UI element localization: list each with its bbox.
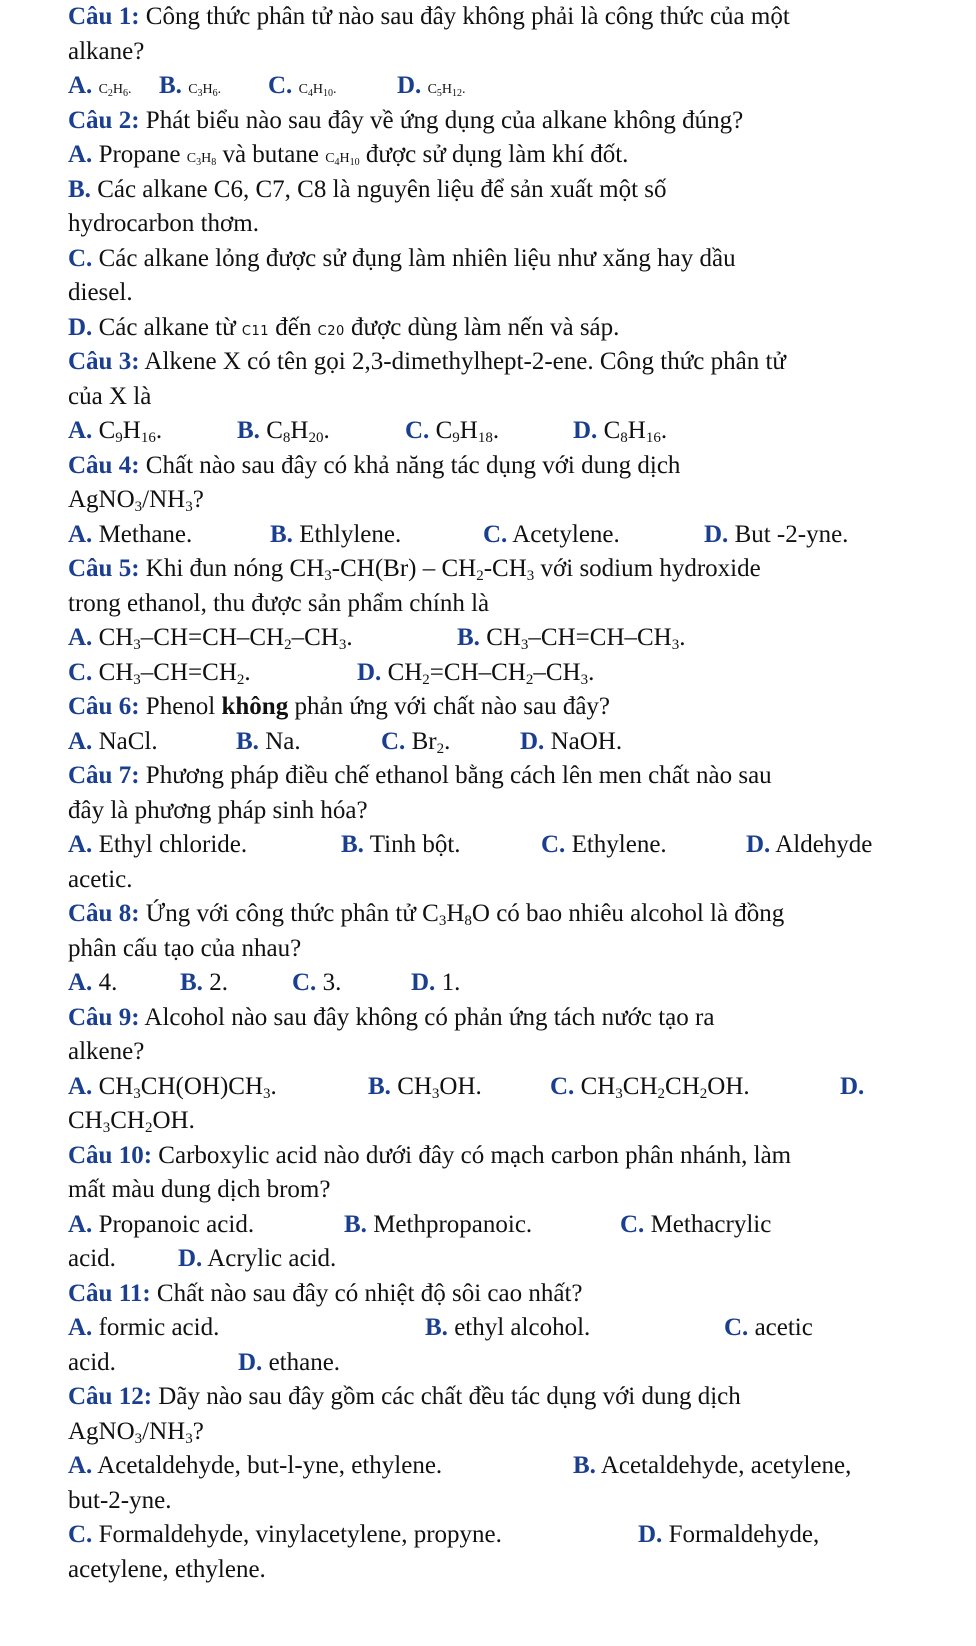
question-label: Câu 9:	[68, 1003, 140, 1031]
option-a	[68, 69, 159, 108]
question-12: Câu 12: Dãy nào sau đây gồm các chất đều tác dụng với dung dịch	[68, 1383, 741, 1410]
question-2-option-d: D. Các alkane từ C11 đến C20 được dùng làm nến và sáp.	[68, 313, 620, 341]
question-1-options	[68, 69, 946, 104]
question-4	[68, 449, 946, 484]
question-text: Chất nào sau đây có khả năng tác dụng với dung dịch	[145, 451, 681, 479]
option-a: A. Methane.	[68, 520, 193, 548]
question-11-options	[68, 1311, 946, 1346]
formula: $C_4H_{10}$.	[298, 82, 337, 99]
question-8: Câu 8: Ứng với công thức phân tử $C_3H_8O$ có bao nhiêu alcohol là đồng	[68, 900, 785, 929]
option-a: A. Acetaldehyde, but-l-yne, ethylene.	[68, 1452, 443, 1479]
option-b: B. Na.	[236, 727, 301, 755]
question-9-options	[68, 1070, 946, 1105]
question-label: Câu 11:	[68, 1279, 151, 1307]
question-10: Câu 10: Carboxylic acid nào dưới đây có mạch carbon phân nhánh, làm	[68, 1141, 792, 1169]
option-c: C. Ethylene.	[541, 831, 667, 858]
question-2-option-c-cont: diesel.	[68, 279, 133, 306]
question-7: Câu 7: Phương pháp điều chế ethanol bằng cách lên men chất nào sau	[68, 762, 772, 789]
option-b: B. 2.	[180, 969, 228, 996]
question-5: Câu 5: Khi đun nóng $CH_3-CH(Br) - CH_2-CH_3$ với sodium hydroxide	[68, 555, 761, 584]
question-text: Công thức phân tử nào sau đây không phải là công thức của một	[145, 3, 790, 30]
option-letter: C.	[68, 244, 93, 272]
question-label: Câu 5:	[68, 555, 140, 582]
option-b	[159, 69, 268, 108]
question-5-options-cd	[68, 656, 946, 691]
option-d: D. Formaldehyde,	[638, 1521, 820, 1548]
option-d: D. NaOH.	[520, 727, 623, 755]
option-c: C. $C_9H_{18}$.	[405, 417, 500, 446]
option-letter: C.	[268, 72, 293, 99]
question-label: Câu 7:	[68, 762, 140, 789]
question-label: Câu 1:	[68, 3, 140, 30]
question-text: alkane?	[68, 37, 145, 65]
question-4-options	[68, 518, 946, 553]
option-d: D. 1.	[411, 969, 461, 996]
question-9-option-d-cont: $CH_3CH_2OH$.	[68, 1107, 195, 1136]
option-c	[268, 69, 397, 108]
option-a: A. Ethyl chloride.	[68, 831, 248, 858]
option-b: B. Ethlylene.	[270, 520, 402, 548]
question-3	[68, 345, 946, 380]
question-7-options	[68, 828, 946, 863]
question-12-options-ab	[68, 1449, 946, 1484]
question-8-cont: phân cấu tạo của nhau?	[68, 934, 302, 962]
option-b: B. Tinh bột.	[341, 831, 461, 858]
option-a: A. 4.	[68, 969, 118, 996]
option-c: C. 3.	[292, 969, 342, 996]
option-d: D. $CH_2=CH-CH_2-CH_3$.	[357, 658, 595, 688]
question-11: Câu 11: Chất nào sau đây có nhiệt độ sôi cao nhất?	[68, 1279, 583, 1307]
question-4-cont: $AgNO_3/NH_3$?	[68, 486, 204, 515]
formula: $C_4H_{10}$	[325, 151, 360, 168]
option-letter: A.	[68, 141, 93, 168]
option-letter: D.	[68, 313, 93, 341]
question-8-options	[68, 966, 946, 1001]
option-c: C. Methacrylic	[620, 1210, 772, 1238]
option-c: C. Formaldehyde, vinylacetylene, propyne.	[68, 1521, 502, 1548]
question-11-options-cont: acid. D. ethane.	[68, 1346, 946, 1381]
question-2-option-c: C. Các alkane lỏng được sử đụng làm nhiên liệu như xăng hay dầu	[68, 244, 736, 272]
question-5-cont: trong ethanol, thu được sản phẩm chính là	[68, 589, 490, 617]
option-letter: B.	[159, 72, 182, 99]
option-d	[397, 69, 466, 108]
question-3-cont: của X là	[68, 382, 152, 410]
option-a: A. NaCl.	[68, 727, 158, 755]
question-2	[68, 104, 946, 139]
option-a: A. $C_9H_{16}$.	[68, 417, 163, 446]
question-12-option-d-cont: acetylene, ethylene.	[68, 1555, 266, 1583]
option-b: B. $CH_3-CH=CH-CH_3$.	[457, 624, 686, 653]
question-12-option-b-cont: but-2-yne.	[68, 1486, 172, 1514]
option-b: B. ethyl alcohol.	[425, 1314, 591, 1341]
option-c: C. acetic	[724, 1314, 813, 1341]
option-a: A. Propanoic acid.	[68, 1210, 255, 1238]
question-label: Câu 6:	[68, 693, 140, 720]
option-d: D. $C_8H_{16}$.	[573, 417, 668, 446]
question-6: Câu 6: Phenol không phản ứng với chất nào sau đây?	[68, 693, 611, 720]
option-a: A. $CH_3-CH=CH-CH_2-CH_3$.	[68, 624, 353, 653]
question-label: Câu 12:	[68, 1383, 153, 1410]
option-d: D. But -2-yne.	[704, 520, 849, 548]
option-letter: A.	[68, 72, 93, 99]
option-d: D. ethane.	[238, 1348, 341, 1376]
formula: $C_3H_6$.	[188, 82, 222, 99]
question-label: Câu 8:	[68, 900, 140, 927]
question-6-options	[68, 725, 946, 760]
question-2-option-b: B. Các alkane C6, C7, C8 là nguyên liệu để sản xuất một số	[68, 175, 667, 203]
option-c: C. $CH_3CH_2CH_2OH$.	[550, 1072, 750, 1102]
question-text: Phát biểu nào sau đây về ứng dụng của alkane không đúng?	[145, 106, 744, 134]
option-letter: B.	[68, 175, 91, 203]
question-label: Câu 2:	[68, 106, 140, 134]
option-c: C. Acetylene.	[483, 520, 620, 548]
question-2-option-a: A. Propane $C_3H_8$ và butane $C_4H_{10}$ được sử dụng làm khí đốt.	[68, 141, 629, 168]
option-a: A. formic acid.	[68, 1314, 220, 1341]
question-label: Câu 10:	[68, 1141, 153, 1169]
question-10-options-cont: acid. D. Acrylic acid.	[68, 1242, 946, 1277]
option-b: B. Acetaldehyde, acetylene,	[573, 1452, 852, 1479]
question-label: Câu 3:	[68, 348, 140, 375]
question-3-options	[68, 414, 946, 449]
question-10-options	[68, 1208, 946, 1243]
question-7-cont-2: acetic.	[68, 865, 133, 893]
option-letter: D.	[397, 72, 422, 99]
option-d: D. Acrylic acid.	[178, 1245, 337, 1272]
question-9: Câu 9: Alcohol nào sau đây không có phản ứng tách nước tạo ra	[68, 1003, 715, 1031]
question-label: Câu 4:	[68, 451, 140, 479]
option-c: C. $Br_2$.	[381, 727, 451, 757]
question-1-cont	[68, 35, 946, 70]
question-5-options-ab	[68, 621, 946, 656]
question-12-cont: $AgNO_3/NH_3$?	[68, 1417, 204, 1447]
question-2-option-b-cont: hydrocarbon thơm.	[68, 210, 259, 237]
option-d: D.	[840, 1072, 865, 1100]
option-d: D. Aldehyde	[746, 831, 873, 858]
question-7-cont: đây là phương pháp sinh hóa?	[68, 796, 368, 824]
option-c: C. $CH_3-CH=CH_2$.	[68, 658, 251, 688]
formula: $C_3H_8$	[186, 151, 217, 168]
question-9-cont: alkene?	[68, 1038, 145, 1065]
question-1	[68, 0, 946, 35]
option-b: B. $C_8H_{20}$.	[237, 417, 330, 446]
option-b: B. $CH_3OH$.	[368, 1072, 482, 1102]
formula: $C_2H_6$.	[98, 82, 132, 99]
option-a: A. $CH_3CH(OH)CH_3$.	[68, 1072, 277, 1102]
question-text: Alkene X có tên gọi 2,3-dimethylhept-2-ene. Công thức phân tử	[144, 348, 786, 375]
option-b: B. Methpropanoic.	[344, 1210, 533, 1238]
question-12-options-cd	[68, 1518, 946, 1553]
formula: $C_5H_{12}$.	[427, 82, 466, 99]
question-10-cont: mất màu dung dịch brom?	[68, 1176, 331, 1203]
